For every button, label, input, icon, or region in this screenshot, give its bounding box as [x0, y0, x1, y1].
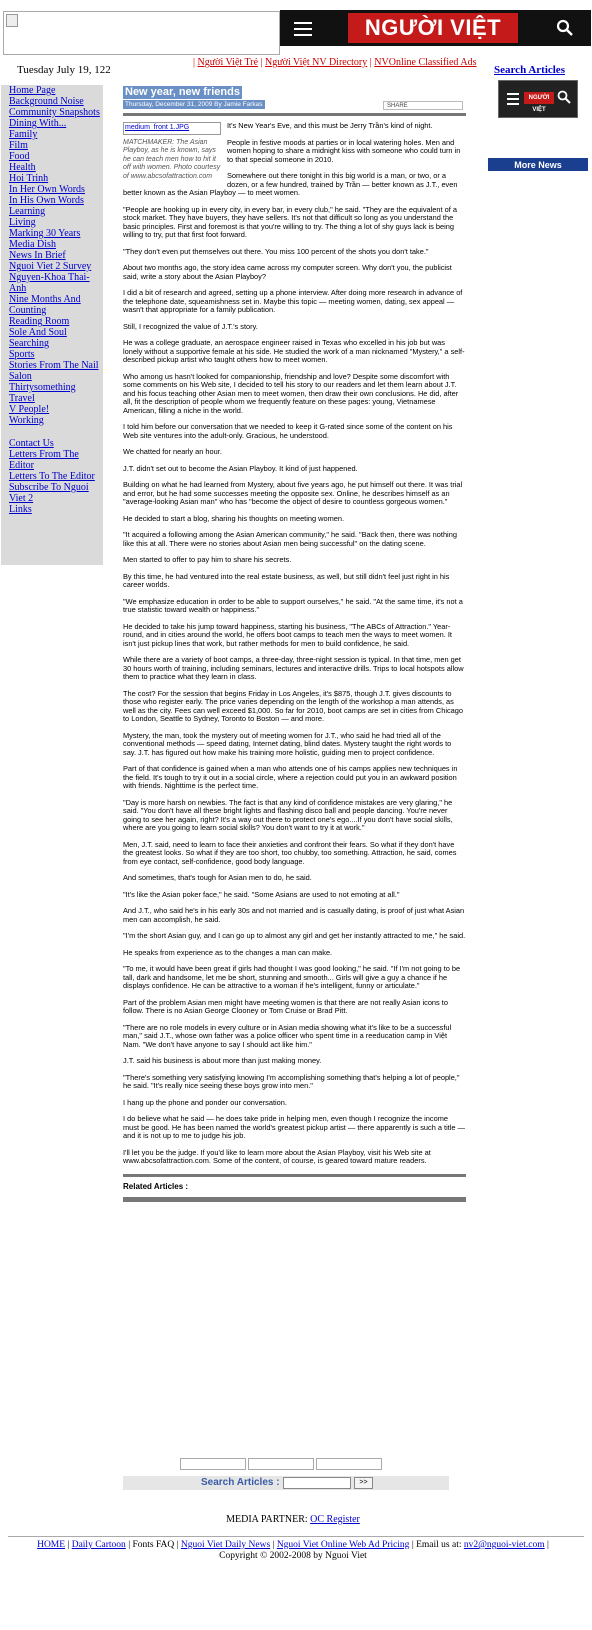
sidebar-link[interactable]: Dining With...	[9, 118, 67, 129]
footer-divider	[8, 1536, 584, 1537]
sidebar-link[interactable]: Learning	[9, 206, 46, 217]
article-title: New year, new friends	[125, 86, 240, 98]
sidebar-link[interactable]: Subscribe To Nguoi Viet 2	[9, 482, 89, 504]
article-paragraph: "It acquired a following among the Asian American community," he said. "Back then, there was nothing like this at all. There were no stories about Asian men being successful" on the dating scene.	[123, 530, 457, 548]
partner-link[interactable]: OC Register	[310, 1514, 360, 1525]
image-caption: MATCHMAKER: The Asian Playboy, as he is known, says he can teach men how to hit it off with women. Photo courtesy of www.abcsofattraction.com	[123, 138, 221, 180]
article-paragraph: "Day is more harsh on newbies. The fact is that any kind of confidence mistakes are very glaring," he said. "You don't have all these bright lights and flashing disco ball and people dancing. You're never going to see her again, right? It's a way out there to protect one's ego....If you don't have social skills, where are you going to learn social skills? You don't want to try it at work."	[123, 797, 453, 832]
sidebar-link[interactable]: In His Own Words	[9, 195, 84, 206]
footer-home-link[interactable]: HOME	[37, 1540, 66, 1550]
article-paragraph: By this time, he had ventured into the real estate business, as well, but still didn't feel just right in his career worlds.	[123, 571, 450, 589]
sidebar-link[interactable]: Media Dish	[9, 239, 56, 250]
brand-header	[280, 10, 591, 46]
article-paragraph: Part of the problem Asian men might have meeting women is that there are not really Asian icons to follow. There is no Asian George Clooney or Tom Cruise or Brad Pitt.	[123, 997, 448, 1015]
media-partner: MEDIA PARTNER: OC Register	[226, 1514, 360, 1525]
sidebar-link[interactable]: Film	[9, 140, 28, 151]
search-articles-link[interactable]: Search Articles	[494, 64, 565, 76]
article-paragraph: We chatted for nearly an hour.	[123, 447, 222, 456]
search-icon	[557, 90, 571, 104]
search-label: Search Articles :	[201, 1477, 280, 1488]
article-paragraph: Building on what he had learned from Mystery, about five years ago, he put himself out there. It was trial and error, but he had some successes meeting the opposite sex. Online, he describes himself as an "average-looking Asian man" who has "become the object of desire to countless gorgeous women."	[123, 480, 463, 506]
sidebar-link[interactable]: Working	[9, 415, 44, 426]
article-paragraph: Part of that confidence is gained when a man who attends one of his camps applies new techniques in the field. It's tough to try it out in a social circle, where a rejection could put you in an awkward position with friends. Nighttime is the perfect time.	[123, 764, 458, 790]
mini-brand-logo: NGƯỜI VIỆT	[524, 92, 554, 104]
more-news-button[interactable]: More News	[488, 160, 588, 171]
article-paragraph: J.T. didn't set out to become the Asian Playboy. It kind of just happened.	[123, 463, 358, 473]
sidebar-link[interactable]: Travel	[9, 393, 35, 404]
broken-banner-image	[3, 11, 280, 55]
article-paragraph: J.T. said his business is about more than just making money.	[123, 1056, 322, 1065]
hamburger-menu-icon	[507, 93, 519, 108]
broken-image-icon	[6, 14, 18, 27]
current-date: Tuesday July 19, 122	[17, 64, 111, 76]
sidebar-link[interactable]: Community Snapshots	[9, 107, 100, 118]
blank-field[interactable]	[180, 1458, 246, 1470]
article-paragraph: It's New Year's Eve, and this must be Jerry Trần's kind of night.	[227, 121, 433, 130]
sidebar-link[interactable]: Family	[9, 129, 38, 140]
article-paragraph: He decided to start a blog, sharing his thoughts on meeting women.	[123, 513, 345, 523]
article-paragraph: I hang up the phone and ponder our conversation.	[123, 1097, 287, 1107]
sidebar-link[interactable]: Background Noise	[9, 96, 84, 107]
search-input[interactable]	[283, 1477, 351, 1489]
brand-logo[interactable]: NGƯỜI VIỆT	[348, 13, 518, 43]
divider	[123, 1197, 466, 1202]
sidebar-link[interactable]: News In Brief	[9, 250, 66, 261]
article-paragraph: "We emphasize education in order to be able to support ourselves," he said. "At the same time, it's not a true statistic toward wealth or happiness."	[123, 596, 463, 614]
article-paragraph: While there are a variety of boot camps, a three-day, three-night session is typical. In that time, men get 30 hours worth of training, including seminars, lectures and interactive drills. Trips to local hotspots allow them to practice what they learn in class.	[123, 655, 464, 681]
nv-ad-banner[interactable]	[498, 80, 578, 118]
article-paragraph: "There's something very satisfying knowing I'm accomplishing something that's helping a lot of people," he said. "It's really nice seeing these boys grow into men."	[123, 1072, 460, 1090]
sidebar-link[interactable]: Home Page	[9, 85, 56, 96]
footer-daily-news-link[interactable]: Nguoi Viet Daily News	[180, 1540, 271, 1550]
footer-fonts-faq[interactable]: Fonts FAQ	[132, 1540, 175, 1550]
sidebar-link[interactable]: Nine Months And Counting	[9, 294, 81, 316]
article-paragraph: I do believe what he said — he does take pride in helping men, even though I recognize the income must be good. He has been named the world's greatest pickup artist — there apparently is such a title — and it is not up to me to judge his job.	[123, 1114, 465, 1140]
article-paragraph: "I'm the short Asian guy, and I can go up to almost any girl and get her instantly attracted to me," he said.	[123, 931, 466, 940]
blank-field[interactable]	[316, 1458, 382, 1470]
article-image-link[interactable]: medium_front 1.JPG	[123, 122, 221, 135]
article-paragraph: The cost? For the session that begins Friday in Los Angeles, it's $875, though J.T. gives discounts to those who register early. The price varies depending on the length of the workshop a man attends, as well as the city. Fees can well exceed $1,000. So far for 2010, boot camps are set in cities from Chicago to London, Seattle to Sydney, Toronto to Boston — and more.	[123, 688, 464, 723]
search-bar	[123, 1476, 449, 1490]
article-figure	[123, 122, 221, 181]
footer-links: HOME | Daily Cartoon | Fonts FAQ | Nguoi Viet Daily News | Nguoi Viet Online Web Ad Pricing | Email us at: nv2@nguoi-viet.com |	[37, 1540, 549, 1550]
sidebar-link[interactable]: Nguoi Viet 2 Survey	[9, 261, 92, 272]
article-paragraph: "They don't even put themselves out there. You miss 100 percent of the shots you don't take."	[123, 246, 429, 256]
article-paragraph: I told him before our conversation that we needed to keep it G-rated since some of the content on his Web site ventures into the adult-only. Gracious, he understood.	[123, 422, 453, 440]
divider	[123, 113, 466, 116]
sidebar-link[interactable]: Health	[9, 162, 36, 173]
sidebar-link[interactable]: Nguyen-Khoa Thai-Anh	[9, 272, 90, 294]
article-paragraph: Mystery, the man, took the mystery out of meeting women for J.T., who said he had tried all of the conventional methods — speed dating, Internet dating, blind dates. Mystery taught the right words to say. J.T. has figured out how make his training more holistic, guiding men to project confidence.	[123, 730, 452, 757]
article-paragraph: And J.T., who said he's in his early 30s and not married and is casually dating, is proof of just what Asian men can accomplish, he said.	[123, 906, 465, 924]
sidebar-link[interactable]: Letters From The Editor	[9, 449, 79, 471]
article-paragraph: About two months ago, the story idea came across my computer screen. Why don't you, the publicist said, write a story about the Asian Playboy?	[123, 263, 452, 281]
article-paragraph: And sometimes, that's tough for Asian men to do, he said.	[123, 873, 312, 882]
article-paragraph: He speaks from experience as to the changes a man can make.	[123, 947, 333, 957]
top-link-nv-tre[interactable]: Người Việt Trẻ	[197, 57, 259, 68]
article-paragraph: "It's like the Asian poker face," he said. "Some Asians are used to not emoting at all."	[123, 889, 400, 899]
related-articles-heading: Related Articles :	[123, 1181, 189, 1191]
article-paragraph: He was a college graduate, an aerospace engineer raised in Texas who excelled in his job but was lonely without a supportive female at his side. He studied the work of a man nicknamed "Mystery," a self-described pickup artist who taught others how to meet women.	[123, 338, 465, 364]
article-paragraph: "There are no role models in every culture or in Asian media showing what it's like to be a successful man," said J.T., whose own father was a police officer who spent time in a reeducation camp in Việt Nam. "We don't have anyone to say I should act like him."	[123, 1022, 452, 1049]
article-paragraph: Men, J.T. said, need to learn to face their anxieties and confront their fears. So what if they don't have the greatest looks. So what if they are too short, too chubby, too something. Attraction, he said, comes from eye contact, self-confidence, good body language.	[123, 839, 457, 866]
article-paragraph: I did a bit of research and agreed, setting up a phone interview. After doing more research in advance of the telephone date, squeamishness set in. Maybe this topic — meeting women, dating, sex appeal — wasn't that appropriate for a family publication.	[123, 288, 463, 314]
article-dateline: Thursday, December 31, 2009 By Jamie Farkas	[125, 101, 263, 108]
article-paragraph: "People are hooking up in every city, in every bar, in every club," he said. "They are the equivalent of a stock market. They have buyers, they have sellers. It's not that difficult so long as you understand the basic principles. First and foremost is that you're willing to try. The thing a lot of shy guys lack is being willing to try, put that first foot forward.	[123, 204, 457, 239]
top-nav-links: | Người Việt Trẻ | Người Việt NV Directory | NVOnline Classified Ads	[193, 57, 477, 68]
article	[123, 86, 466, 1202]
article-paragraph: Somewhere out there tonight in this big world is a man, or two, or a dozen, or a few hundred, trained by Trần — better known as J.T., even better known as the Asian Playboy — to meet women.	[123, 171, 458, 197]
article-paragraph: I'll let you be the judge. If you'd like to learn more about the Asian Playboy, visit his Web site at www.abcsofattraction.com. Some of the content, of course, is geared toward mature readers.	[123, 1147, 431, 1165]
share-button[interactable]: SHARE	[383, 101, 463, 110]
footer-cartoon-link[interactable]: Daily Cartoon	[71, 1540, 126, 1550]
sidebar-link[interactable]: Stories From The Nail Salon	[9, 360, 99, 382]
article-paragraph: "To me, it would have been great if girls had thought I was good looking," he said. "If I'm not going to be tall, dark and handsome, let me be short, stunning and smooth... Girls will give a guy a chance if he displays confidence. He can be attractive to a woman if he's intelligent, funny or articulate."	[123, 964, 461, 990]
sidebar-link[interactable]: Sole And Soul	[9, 327, 67, 338]
top-link-classified[interactable]: NVOnline Classified Ads	[374, 57, 477, 68]
sidebar-link[interactable]: V People!	[9, 404, 50, 415]
sidebar-link[interactable]: Contact Us	[9, 438, 54, 449]
sidebar-link[interactable]: Living	[9, 217, 36, 228]
sidebar	[1, 85, 103, 565]
search-icon[interactable]	[556, 19, 574, 37]
sidebar-link[interactable]: In Her Own Words	[9, 184, 85, 195]
copyright: Copyright © 2002-2008 by Nguoi Viet	[219, 1551, 367, 1561]
sidebar-link[interactable]: Food	[9, 151, 30, 162]
article-paragraph: People in festive moods at parties or in local watering holes. Men and women hoping to share a midnight kiss with someone who could turn in to that special someone in 2010.	[227, 137, 461, 164]
top-link-nv-directory[interactable]: Người Việt NV Directory	[265, 57, 368, 68]
sidebar-link[interactable]: Letters To The Editor	[9, 471, 95, 482]
search-submit-button[interactable]: >>	[354, 1477, 373, 1489]
article-paragraph: Men started to offer to pay him to share his secrets.	[123, 555, 292, 564]
footer-email-link[interactable]: nv2@nguoi-viet.com	[463, 1540, 545, 1550]
blank-field[interactable]	[248, 1458, 314, 1470]
sidebar-link[interactable]: Searching	[9, 338, 49, 349]
divider	[123, 1174, 466, 1177]
footer-ad-pricing-link[interactable]: Nguoi Viet Online Web Ad Pricing	[276, 1540, 410, 1550]
sidebar-link[interactable]: Marking 30 Years	[9, 228, 81, 239]
sidebar-link[interactable]: Reading Room	[9, 316, 70, 327]
sidebar-link[interactable]: Sports	[9, 349, 35, 360]
sidebar-link[interactable]: Hoi Trinh	[9, 173, 49, 184]
article-paragraph: Who among us hasn't looked for companionship, friendship and love? Despite some discomfort with some comments on his Web site, I decided to tell his story to our readers and let them learn about J.T. and his focus teaching other Asian men to meet women, then draw their own conclusions. He did, after all, fit the description of people whom we frequently feature on these pages: young, Vietnamese American, filling a niche in the world.	[123, 371, 459, 415]
article-paragraph: Still, I recognized the value of J.T.'s story.	[123, 321, 258, 331]
sidebar-link[interactable]: Links	[9, 504, 32, 515]
sidebar-link[interactable]: Thirtysomething	[9, 382, 76, 393]
article-paragraph: He decided to take his jump toward happiness, starting his business, "The ABCs of Attraction." Year-round, and in cities around the world, he offers boot camps to teach men the ways to meet women. It isn't just pickup lines that work, but rather methods for men to build confidence, he said.	[123, 621, 452, 648]
hamburger-menu-icon[interactable]	[294, 19, 312, 37]
blank-input-row	[180, 1458, 384, 1473]
